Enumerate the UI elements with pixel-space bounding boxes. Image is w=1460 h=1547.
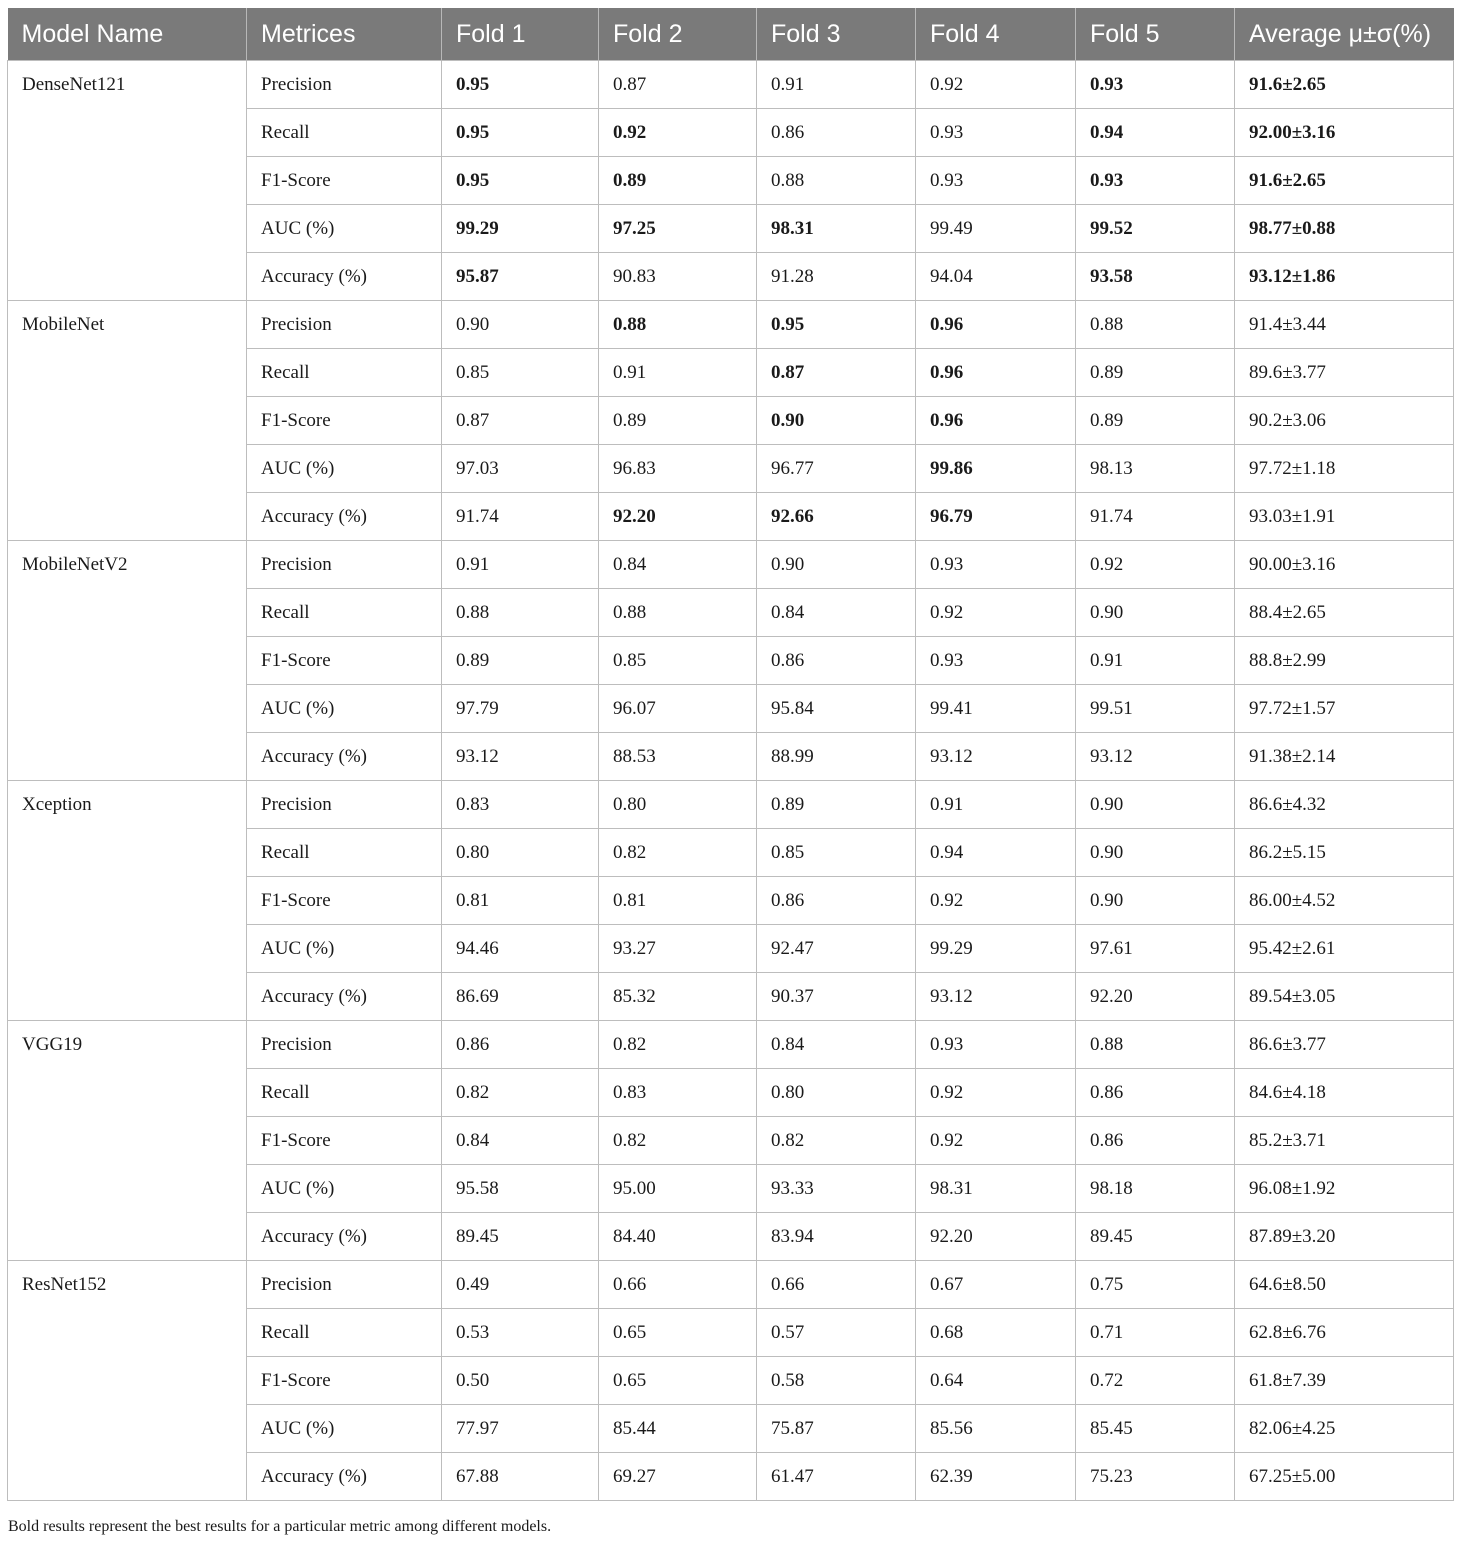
- fold-2-cell: 0.85: [599, 637, 757, 685]
- fold-4-cell: 98.31: [916, 1165, 1076, 1213]
- average-cell: 91.4±3.44: [1235, 301, 1454, 349]
- fold-3-cell: 90.37: [757, 973, 916, 1021]
- fold-3-cell: 93.33: [757, 1165, 916, 1213]
- fold-5-cell: 0.93: [1076, 157, 1235, 205]
- average-cell: 98.77±0.88: [1235, 205, 1454, 253]
- metric-cell: Accuracy (%): [247, 973, 442, 1021]
- fold-4-cell: 0.68: [916, 1309, 1076, 1357]
- average-cell: 84.6±4.18: [1235, 1069, 1454, 1117]
- average-cell: 96.08±1.92: [1235, 1165, 1454, 1213]
- fold-3-cell: 0.86: [757, 109, 916, 157]
- header-fold-1: Fold 1: [442, 8, 599, 61]
- metric-cell: AUC (%): [247, 445, 442, 493]
- fold-5-cell: 93.12: [1076, 733, 1235, 781]
- average-cell: 86.6±4.32: [1235, 781, 1454, 829]
- fold-2-cell: 90.83: [599, 253, 757, 301]
- header-row: [8, 8, 1454, 61]
- header-fold-4: Fold 4: [916, 8, 1076, 61]
- fold-1-cell: 0.91: [442, 541, 599, 589]
- fold-2-cell: 92.20: [599, 493, 757, 541]
- fold-1-cell: 0.95: [442, 61, 599, 109]
- metric-cell: Precision: [247, 61, 442, 109]
- fold-4-cell: 0.67: [916, 1261, 1076, 1309]
- model-name-cell: VGG19: [8, 1021, 247, 1261]
- fold-1-cell: 94.46: [442, 925, 599, 973]
- header-model-name: Model Name: [8, 8, 247, 61]
- fold-5-cell: 0.90: [1076, 781, 1235, 829]
- metric-cell: F1-Score: [247, 1357, 442, 1405]
- fold-2-cell: 95.00: [599, 1165, 757, 1213]
- fold-4-cell: 0.93: [916, 157, 1076, 205]
- table-row: [8, 1261, 1454, 1309]
- metric-cell: Recall: [247, 109, 442, 157]
- model-name-cell: ResNet152: [8, 1261, 247, 1501]
- table-row: [8, 541, 1454, 589]
- fold-2-cell: 96.83: [599, 445, 757, 493]
- average-cell: 97.72±1.57: [1235, 685, 1454, 733]
- table-footnote: Bold results represent the best results for a particular metric among different models.: [8, 1518, 552, 1535]
- fold-4-cell: 0.96: [916, 349, 1076, 397]
- fold-5-cell: 0.89: [1076, 349, 1235, 397]
- fold-3-cell: 0.87: [757, 349, 916, 397]
- table-row: [8, 781, 1454, 829]
- average-cell: 85.2±3.71: [1235, 1117, 1454, 1165]
- fold-3-cell: 88.99: [757, 733, 916, 781]
- metric-cell: AUC (%): [247, 925, 442, 973]
- metric-cell: Recall: [247, 349, 442, 397]
- fold-3-cell: 0.91: [757, 61, 916, 109]
- fold-5-cell: 0.86: [1076, 1117, 1235, 1165]
- average-cell: 87.89±3.20: [1235, 1213, 1454, 1261]
- fold-5-cell: 0.71: [1076, 1309, 1235, 1357]
- average-cell: 91.6±2.65: [1235, 61, 1454, 109]
- average-cell: 88.4±2.65: [1235, 589, 1454, 637]
- average-cell: 95.42±2.61: [1235, 925, 1454, 973]
- metric-cell: AUC (%): [247, 205, 442, 253]
- fold-2-cell: 0.89: [599, 157, 757, 205]
- fold-1-cell: 0.90: [442, 301, 599, 349]
- fold-4-cell: 0.93: [916, 541, 1076, 589]
- fold-3-cell: 0.84: [757, 589, 916, 637]
- fold-3-cell: 0.66: [757, 1261, 916, 1309]
- fold-2-cell: 0.81: [599, 877, 757, 925]
- fold-2-cell: 96.07: [599, 685, 757, 733]
- metric-cell: Accuracy (%): [247, 1213, 442, 1261]
- header-fold-2: Fold 2: [599, 8, 757, 61]
- fold-4-cell: 99.86: [916, 445, 1076, 493]
- fold-5-cell: 93.58: [1076, 253, 1235, 301]
- fold-3-cell: 0.85: [757, 829, 916, 877]
- metric-cell: Precision: [247, 781, 442, 829]
- fold-5-cell: 89.45: [1076, 1213, 1235, 1261]
- fold-3-cell: 92.66: [757, 493, 916, 541]
- fold-1-cell: 95.87: [442, 253, 599, 301]
- fold-1-cell: 0.49: [442, 1261, 599, 1309]
- fold-2-cell: 0.92: [599, 109, 757, 157]
- fold-3-cell: 0.88: [757, 157, 916, 205]
- fold-3-cell: 0.82: [757, 1117, 916, 1165]
- fold-3-cell: 0.80: [757, 1069, 916, 1117]
- average-cell: 67.25±5.00: [1235, 1453, 1454, 1501]
- fold-5-cell: 0.91: [1076, 637, 1235, 685]
- fold-3-cell: 75.87: [757, 1405, 916, 1453]
- fold-1-cell: 97.79: [442, 685, 599, 733]
- fold-5-cell: 99.52: [1076, 205, 1235, 253]
- fold-1-cell: 0.86: [442, 1021, 599, 1069]
- fold-5-cell: 0.92: [1076, 541, 1235, 589]
- fold-2-cell: 0.87: [599, 61, 757, 109]
- average-cell: 89.54±3.05: [1235, 973, 1454, 1021]
- average-cell: 93.12±1.86: [1235, 253, 1454, 301]
- metric-cell: Accuracy (%): [247, 493, 442, 541]
- fold-4-cell: 0.93: [916, 637, 1076, 685]
- fold-3-cell: 0.89: [757, 781, 916, 829]
- fold-3-cell: 61.47: [757, 1453, 916, 1501]
- fold-3-cell: 0.90: [757, 541, 916, 589]
- fold-1-cell: 97.03: [442, 445, 599, 493]
- header-metrices: Metrices: [247, 8, 442, 61]
- fold-1-cell: 0.85: [442, 349, 599, 397]
- fold-4-cell: 0.96: [916, 397, 1076, 445]
- fold-2-cell: 93.27: [599, 925, 757, 973]
- fold-3-cell: 0.58: [757, 1357, 916, 1405]
- fold-4-cell: 93.12: [916, 973, 1076, 1021]
- fold-1-cell: 0.89: [442, 637, 599, 685]
- fold-4-cell: 0.92: [916, 1069, 1076, 1117]
- fold-2-cell: 0.82: [599, 1117, 757, 1165]
- fold-5-cell: 0.86: [1076, 1069, 1235, 1117]
- fold-4-cell: 0.92: [916, 1117, 1076, 1165]
- average-cell: 61.8±7.39: [1235, 1357, 1454, 1405]
- fold-1-cell: 93.12: [442, 733, 599, 781]
- fold-5-cell: 97.61: [1076, 925, 1235, 973]
- fold-3-cell: 0.86: [757, 877, 916, 925]
- fold-1-cell: 0.88: [442, 589, 599, 637]
- metric-cell: F1-Score: [247, 157, 442, 205]
- model-name-cell: DenseNet121: [8, 61, 247, 301]
- average-cell: 86.00±4.52: [1235, 877, 1454, 925]
- fold-3-cell: 0.86: [757, 637, 916, 685]
- model-name-cell: MobileNet: [8, 301, 247, 541]
- average-cell: 82.06±4.25: [1235, 1405, 1454, 1453]
- metric-cell: Precision: [247, 1021, 442, 1069]
- fold-4-cell: 99.49: [916, 205, 1076, 253]
- metric-cell: Precision: [247, 541, 442, 589]
- fold-5-cell: 0.75: [1076, 1261, 1235, 1309]
- table-row: [8, 1021, 1454, 1069]
- fold-3-cell: 96.77: [757, 445, 916, 493]
- fold-4-cell: 0.92: [916, 877, 1076, 925]
- average-cell: 62.8±6.76: [1235, 1309, 1454, 1357]
- fold-5-cell: 75.23: [1076, 1453, 1235, 1501]
- metric-cell: Accuracy (%): [247, 1453, 442, 1501]
- fold-5-cell: 0.90: [1076, 829, 1235, 877]
- fold-3-cell: 95.84: [757, 685, 916, 733]
- fold-5-cell: 0.93: [1076, 61, 1235, 109]
- fold-1-cell: 0.81: [442, 877, 599, 925]
- metric-cell: AUC (%): [247, 1405, 442, 1453]
- fold-2-cell: 97.25: [599, 205, 757, 253]
- metric-cell: F1-Score: [247, 1117, 442, 1165]
- average-cell: 97.72±1.18: [1235, 445, 1454, 493]
- fold-3-cell: 98.31: [757, 205, 916, 253]
- fold-4-cell: 0.93: [916, 1021, 1076, 1069]
- fold-2-cell: 0.65: [599, 1309, 757, 1357]
- fold-5-cell: 0.72: [1076, 1357, 1235, 1405]
- fold-5-cell: 0.88: [1076, 301, 1235, 349]
- fold-1-cell: 67.88: [442, 1453, 599, 1501]
- average-cell: 90.00±3.16: [1235, 541, 1454, 589]
- average-cell: 88.8±2.99: [1235, 637, 1454, 685]
- fold-2-cell: 0.66: [599, 1261, 757, 1309]
- fold-4-cell: 94.04: [916, 253, 1076, 301]
- average-cell: 86.6±3.77: [1235, 1021, 1454, 1069]
- fold-5-cell: 0.90: [1076, 589, 1235, 637]
- fold-1-cell: 0.82: [442, 1069, 599, 1117]
- fold-5-cell: 99.51: [1076, 685, 1235, 733]
- fold-5-cell: 0.94: [1076, 109, 1235, 157]
- fold-1-cell: 91.74: [442, 493, 599, 541]
- fold-5-cell: 0.88: [1076, 1021, 1235, 1069]
- metric-cell: Accuracy (%): [247, 733, 442, 781]
- fold-1-cell: 0.84: [442, 1117, 599, 1165]
- fold-5-cell: 92.20: [1076, 973, 1235, 1021]
- fold-4-cell: 0.64: [916, 1357, 1076, 1405]
- fold-2-cell: 0.88: [599, 589, 757, 637]
- fold-3-cell: 0.90: [757, 397, 916, 445]
- metric-cell: AUC (%): [247, 685, 442, 733]
- fold-3-cell: 92.47: [757, 925, 916, 973]
- average-cell: 92.00±3.16: [1235, 109, 1454, 157]
- fold-4-cell: 0.92: [916, 589, 1076, 637]
- fold-5-cell: 0.90: [1076, 877, 1235, 925]
- fold-3-cell: 0.95: [757, 301, 916, 349]
- fold-2-cell: 0.91: [599, 349, 757, 397]
- fold-3-cell: 0.57: [757, 1309, 916, 1357]
- fold-1-cell: 0.83: [442, 781, 599, 829]
- fold-1-cell: 86.69: [442, 973, 599, 1021]
- fold-2-cell: 84.40: [599, 1213, 757, 1261]
- average-cell: 90.2±3.06: [1235, 397, 1454, 445]
- average-cell: 91.6±2.65: [1235, 157, 1454, 205]
- metric-cell: F1-Score: [247, 397, 442, 445]
- fold-5-cell: 98.13: [1076, 445, 1235, 493]
- fold-1-cell: 99.29: [442, 205, 599, 253]
- fold-4-cell: 93.12: [916, 733, 1076, 781]
- metric-cell: Precision: [247, 301, 442, 349]
- metric-cell: Recall: [247, 829, 442, 877]
- fold-3-cell: 91.28: [757, 253, 916, 301]
- fold-5-cell: 0.89: [1076, 397, 1235, 445]
- metric-cell: F1-Score: [247, 637, 442, 685]
- fold-1-cell: 0.80: [442, 829, 599, 877]
- fold-4-cell: 96.79: [916, 493, 1076, 541]
- fold-3-cell: 0.84: [757, 1021, 916, 1069]
- average-cell: 86.2±5.15: [1235, 829, 1454, 877]
- fold-5-cell: 91.74: [1076, 493, 1235, 541]
- metric-cell: Recall: [247, 589, 442, 637]
- metric-cell: F1-Score: [247, 877, 442, 925]
- metric-cell: Recall: [247, 1309, 442, 1357]
- fold-1-cell: 0.95: [442, 157, 599, 205]
- fold-1-cell: 89.45: [442, 1213, 599, 1261]
- fold-2-cell: 0.82: [599, 829, 757, 877]
- average-cell: 93.03±1.91: [1235, 493, 1454, 541]
- fold-2-cell: 85.32: [599, 973, 757, 1021]
- fold-4-cell: 85.56: [916, 1405, 1076, 1453]
- fold-2-cell: 0.83: [599, 1069, 757, 1117]
- fold-4-cell: 99.29: [916, 925, 1076, 973]
- metric-cell: Accuracy (%): [247, 253, 442, 301]
- results-table: [7, 8, 1454, 1501]
- fold-2-cell: 88.53: [599, 733, 757, 781]
- fold-1-cell: 0.53: [442, 1309, 599, 1357]
- fold-1-cell: 0.95: [442, 109, 599, 157]
- fold-4-cell: 0.94: [916, 829, 1076, 877]
- fold-2-cell: 0.84: [599, 541, 757, 589]
- fold-2-cell: 0.88: [599, 301, 757, 349]
- fold-2-cell: 0.80: [599, 781, 757, 829]
- fold-1-cell: 0.50: [442, 1357, 599, 1405]
- metric-cell: Precision: [247, 1261, 442, 1309]
- header-average: Average μ±σ(%): [1235, 8, 1454, 61]
- header-fold-5: Fold 5: [1076, 8, 1235, 61]
- model-name-cell: Xception: [8, 781, 247, 1021]
- fold-4-cell: 0.91: [916, 781, 1076, 829]
- fold-1-cell: 95.58: [442, 1165, 599, 1213]
- fold-2-cell: 69.27: [599, 1453, 757, 1501]
- fold-2-cell: 0.89: [599, 397, 757, 445]
- model-name-cell: MobileNetV2: [8, 541, 247, 781]
- table-body: [8, 61, 1454, 1501]
- average-cell: 64.6±8.50: [1235, 1261, 1454, 1309]
- average-cell: 89.6±3.77: [1235, 349, 1454, 397]
- fold-2-cell: 85.44: [599, 1405, 757, 1453]
- fold-5-cell: 98.18: [1076, 1165, 1235, 1213]
- fold-1-cell: 0.87: [442, 397, 599, 445]
- fold-4-cell: 62.39: [916, 1453, 1076, 1501]
- fold-2-cell: 0.65: [599, 1357, 757, 1405]
- metric-cell: AUC (%): [247, 1165, 442, 1213]
- fold-4-cell: 0.93: [916, 109, 1076, 157]
- header-fold-3: Fold 3: [757, 8, 916, 61]
- metric-cell: Recall: [247, 1069, 442, 1117]
- table-row: [8, 301, 1454, 349]
- fold-4-cell: 0.96: [916, 301, 1076, 349]
- fold-4-cell: 99.41: [916, 685, 1076, 733]
- fold-4-cell: 0.92: [916, 61, 1076, 109]
- fold-1-cell: 77.97: [442, 1405, 599, 1453]
- fold-4-cell: 92.20: [916, 1213, 1076, 1261]
- table-row: [8, 61, 1454, 109]
- fold-5-cell: 85.45: [1076, 1405, 1235, 1453]
- average-cell: 91.38±2.14: [1235, 733, 1454, 781]
- fold-3-cell: 83.94: [757, 1213, 916, 1261]
- fold-2-cell: 0.82: [599, 1021, 757, 1069]
